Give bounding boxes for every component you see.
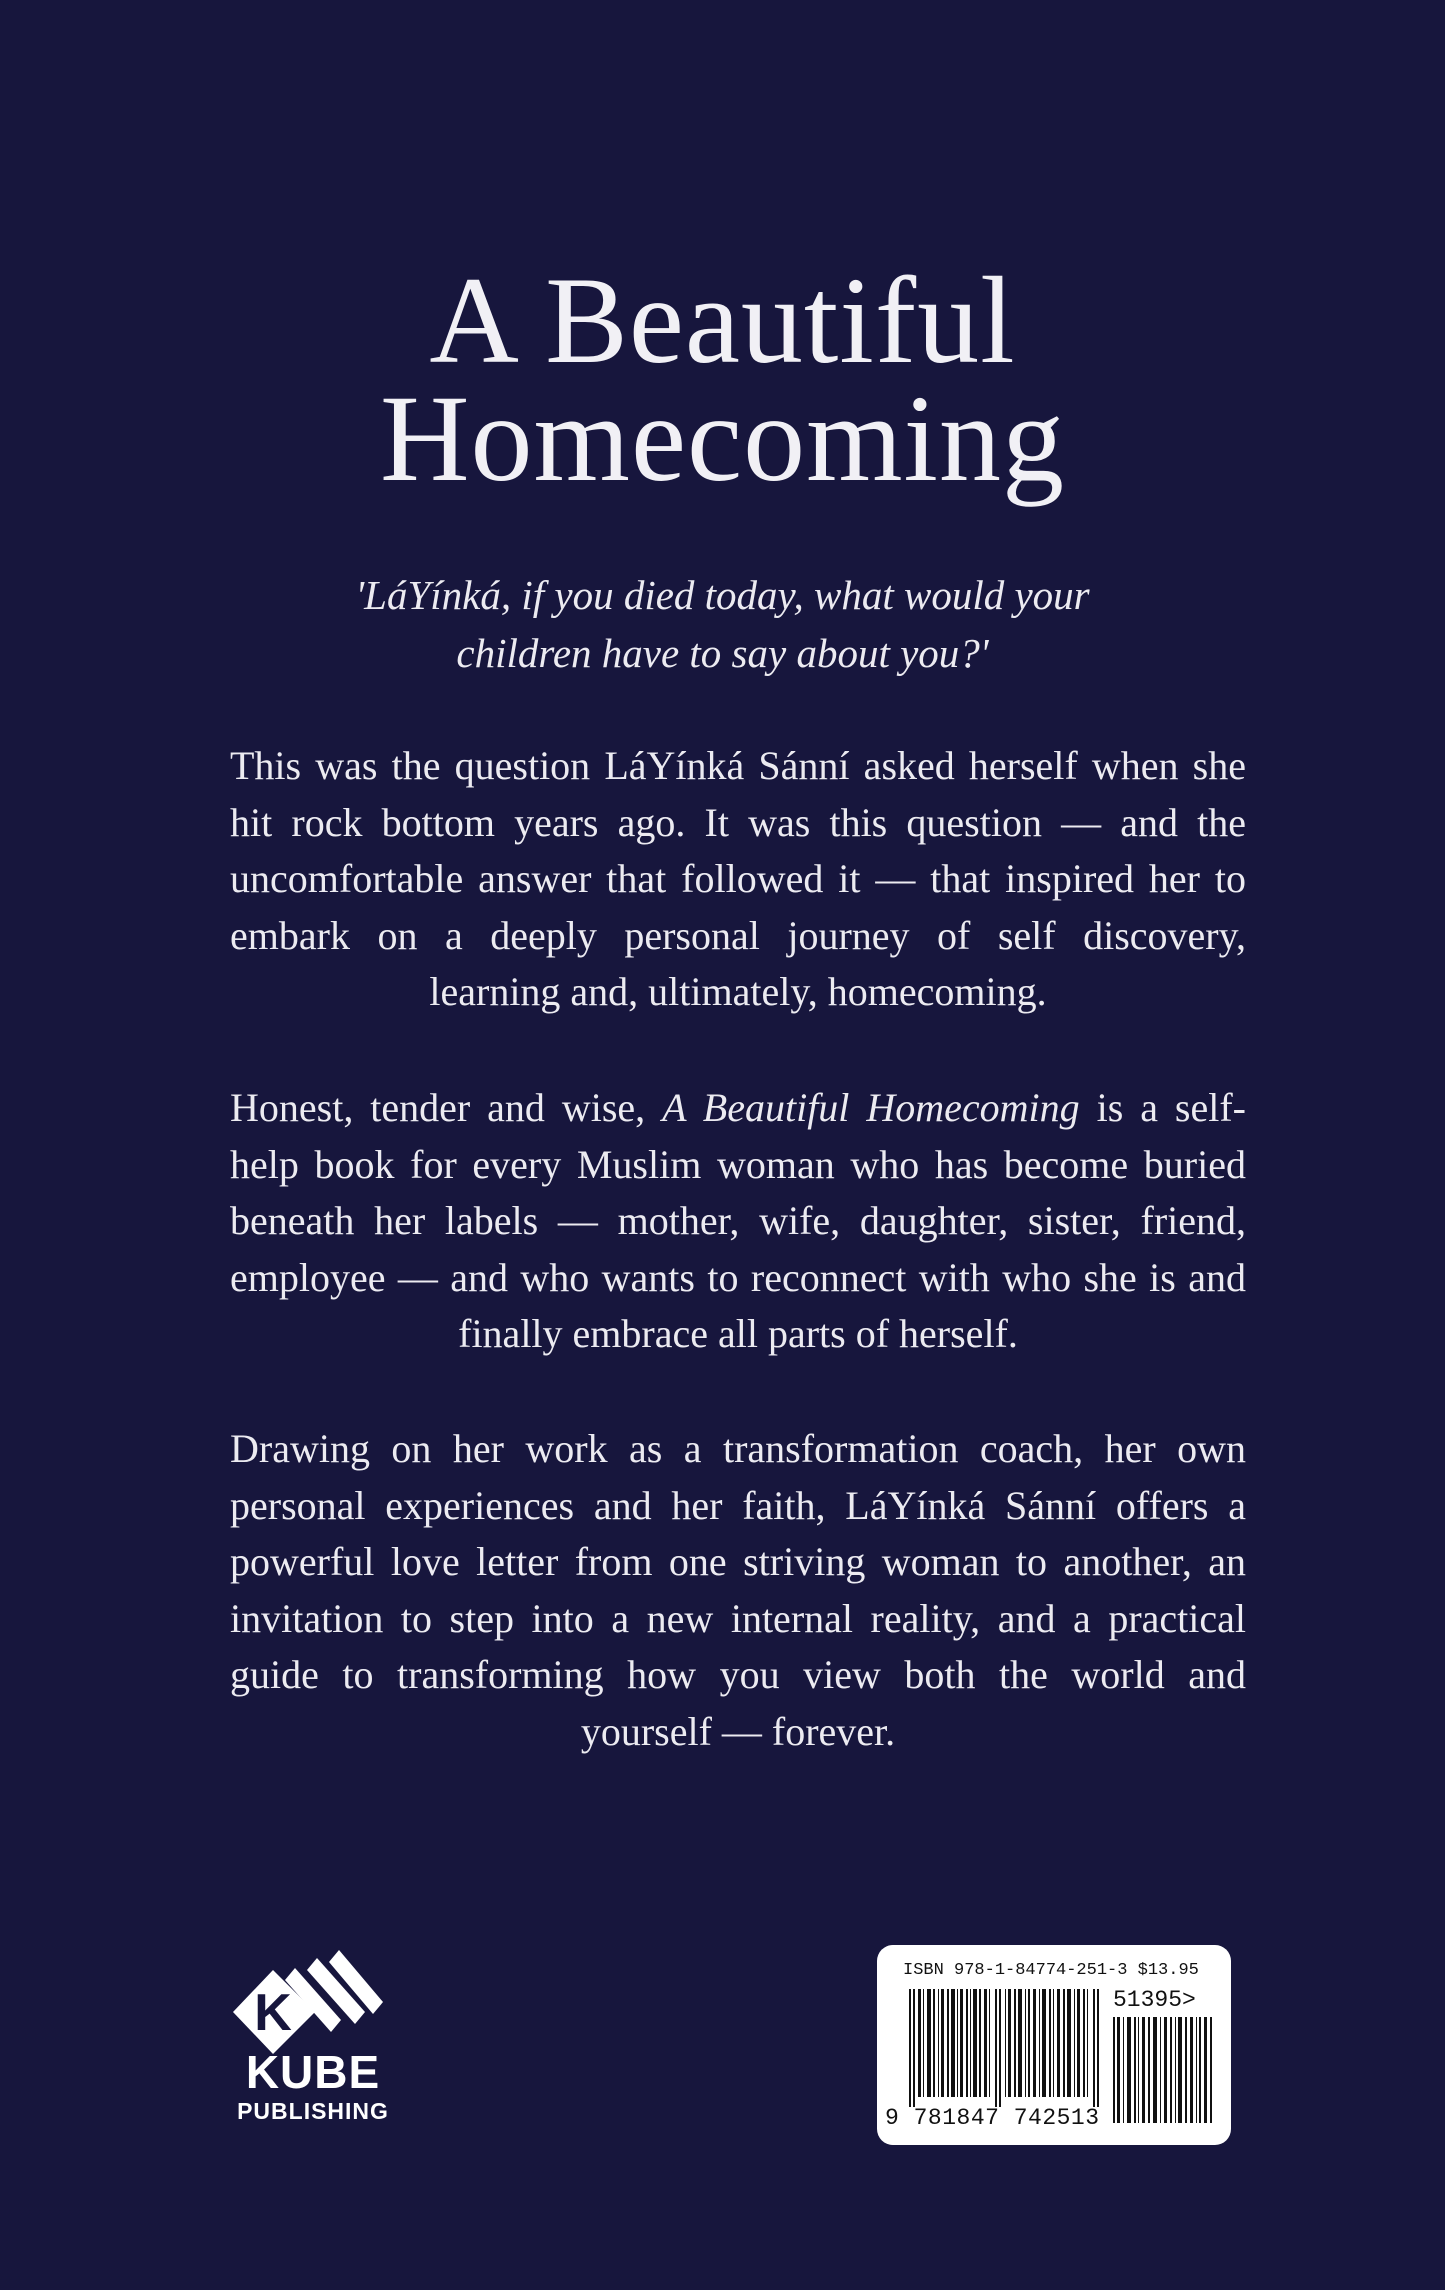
title-line-2: Homecoming xyxy=(380,370,1065,507)
quote-line-1: 'LáYínká, if you died today, what would your xyxy=(355,572,1090,618)
quote-line-2: children have to say about you?' xyxy=(456,630,989,676)
book-title xyxy=(0,252,1445,507)
blurb-paragraph-3: Drawing on her work as a transformation coach, her own personal experiences and her faith, LáYínká Sánní offers a powerful love letter from one striving woman to another, an invitation to step into a new internal reality, and a practical guide to transforming how you view both the world and yourself — forever. xyxy=(230,1426,1246,1754)
isbn-line: ISBN 978-1-84774-251-3 $13.95 xyxy=(903,1961,1199,1980)
title-line-1: A Beautiful xyxy=(429,252,1016,389)
blurb-paragraph-1: This was the question LáYínká Sánní asked herself when she hit rock bottom years ago. It was this question — and the uncomfortable answer that followed it — that inspired her to embark on a deeply personal journey of self discovery, learning and, ultimately, homecoming. xyxy=(230,743,1246,1014)
publisher-name: KUBE xyxy=(245,2046,381,2098)
para2-text-end: is a self-help book for every Muslim woman who has become buried beneath her labels — mother, wife, daughter, sister, friend, employee — and who wants to reconnect with who she is and finally embrace all parts of herself. xyxy=(230,1085,1246,1356)
blurb-paragraph-2 xyxy=(230,1080,1246,1363)
barcode-bars-addon xyxy=(1113,2017,1213,2123)
para2-book-title: A Beautiful Homecoming xyxy=(662,1085,1080,1130)
svg-text:K: K xyxy=(254,1984,292,2042)
epigraph-quote xyxy=(300,566,1145,682)
barcode-digits: 9 781847 742513 xyxy=(885,2105,1100,2131)
price-code: 51395> xyxy=(1113,1987,1196,2013)
publisher-subtitle: PUBLISHING xyxy=(237,2098,389,2124)
isbn-barcode xyxy=(877,1945,1231,2145)
barcode-bars-main xyxy=(909,1989,1099,2107)
publisher-logo xyxy=(233,2047,393,2125)
para2-text-start: Honest, tender and wise, xyxy=(230,1085,663,1130)
